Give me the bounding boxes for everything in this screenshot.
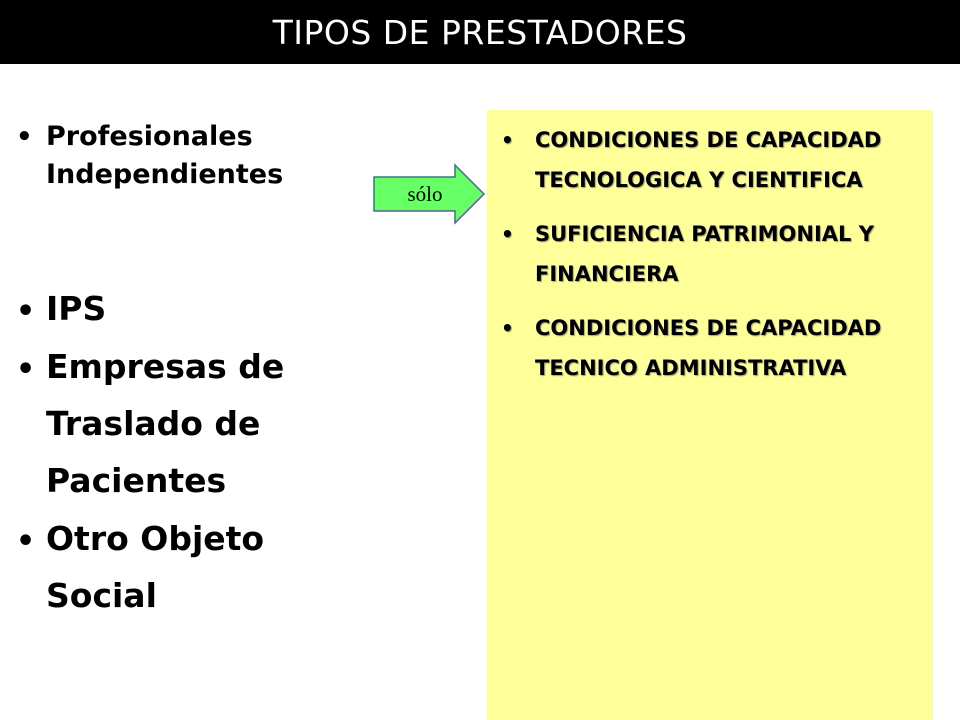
bullet-icon: • xyxy=(16,352,36,387)
list-item xyxy=(497,308,917,388)
list-item-label: IPS xyxy=(46,289,107,328)
bullet-icon: • xyxy=(501,316,514,340)
list-item xyxy=(10,510,380,624)
list-item xyxy=(10,118,380,194)
bullet-icon: • xyxy=(501,222,514,246)
list-item-label: Empresas de Traslado de Pacientes xyxy=(46,347,285,500)
bullet-icon: • xyxy=(16,294,36,329)
list-item-label: SUFICIENCIA PATRIMONIAL Y FINANCIERA xyxy=(535,222,874,286)
list-item-label: CONDICIONES DE CAPACIDAD TECNICO ADMINISTRATIVA xyxy=(535,316,882,380)
list-item-label: Otro Objeto Social xyxy=(46,519,265,615)
list-item xyxy=(10,280,380,337)
bullet-icon: • xyxy=(501,128,514,152)
list-item xyxy=(10,338,380,509)
requirements-list xyxy=(497,120,917,402)
title-bar xyxy=(0,0,960,64)
bullet-icon: • xyxy=(16,524,36,559)
list-item xyxy=(497,120,917,200)
list-item xyxy=(497,214,917,294)
provider-types-list xyxy=(10,118,380,624)
arrow-label: sólo xyxy=(407,181,443,206)
bullet-icon: • xyxy=(16,122,33,152)
slide-title: TIPOS DE PRESTADORES xyxy=(272,12,688,52)
list-item-label: Profesionales Independientes xyxy=(46,121,284,190)
list-item-label: CONDICIONES DE CAPACIDAD TECNOLOGICA Y CIENTIFICA xyxy=(535,128,882,192)
